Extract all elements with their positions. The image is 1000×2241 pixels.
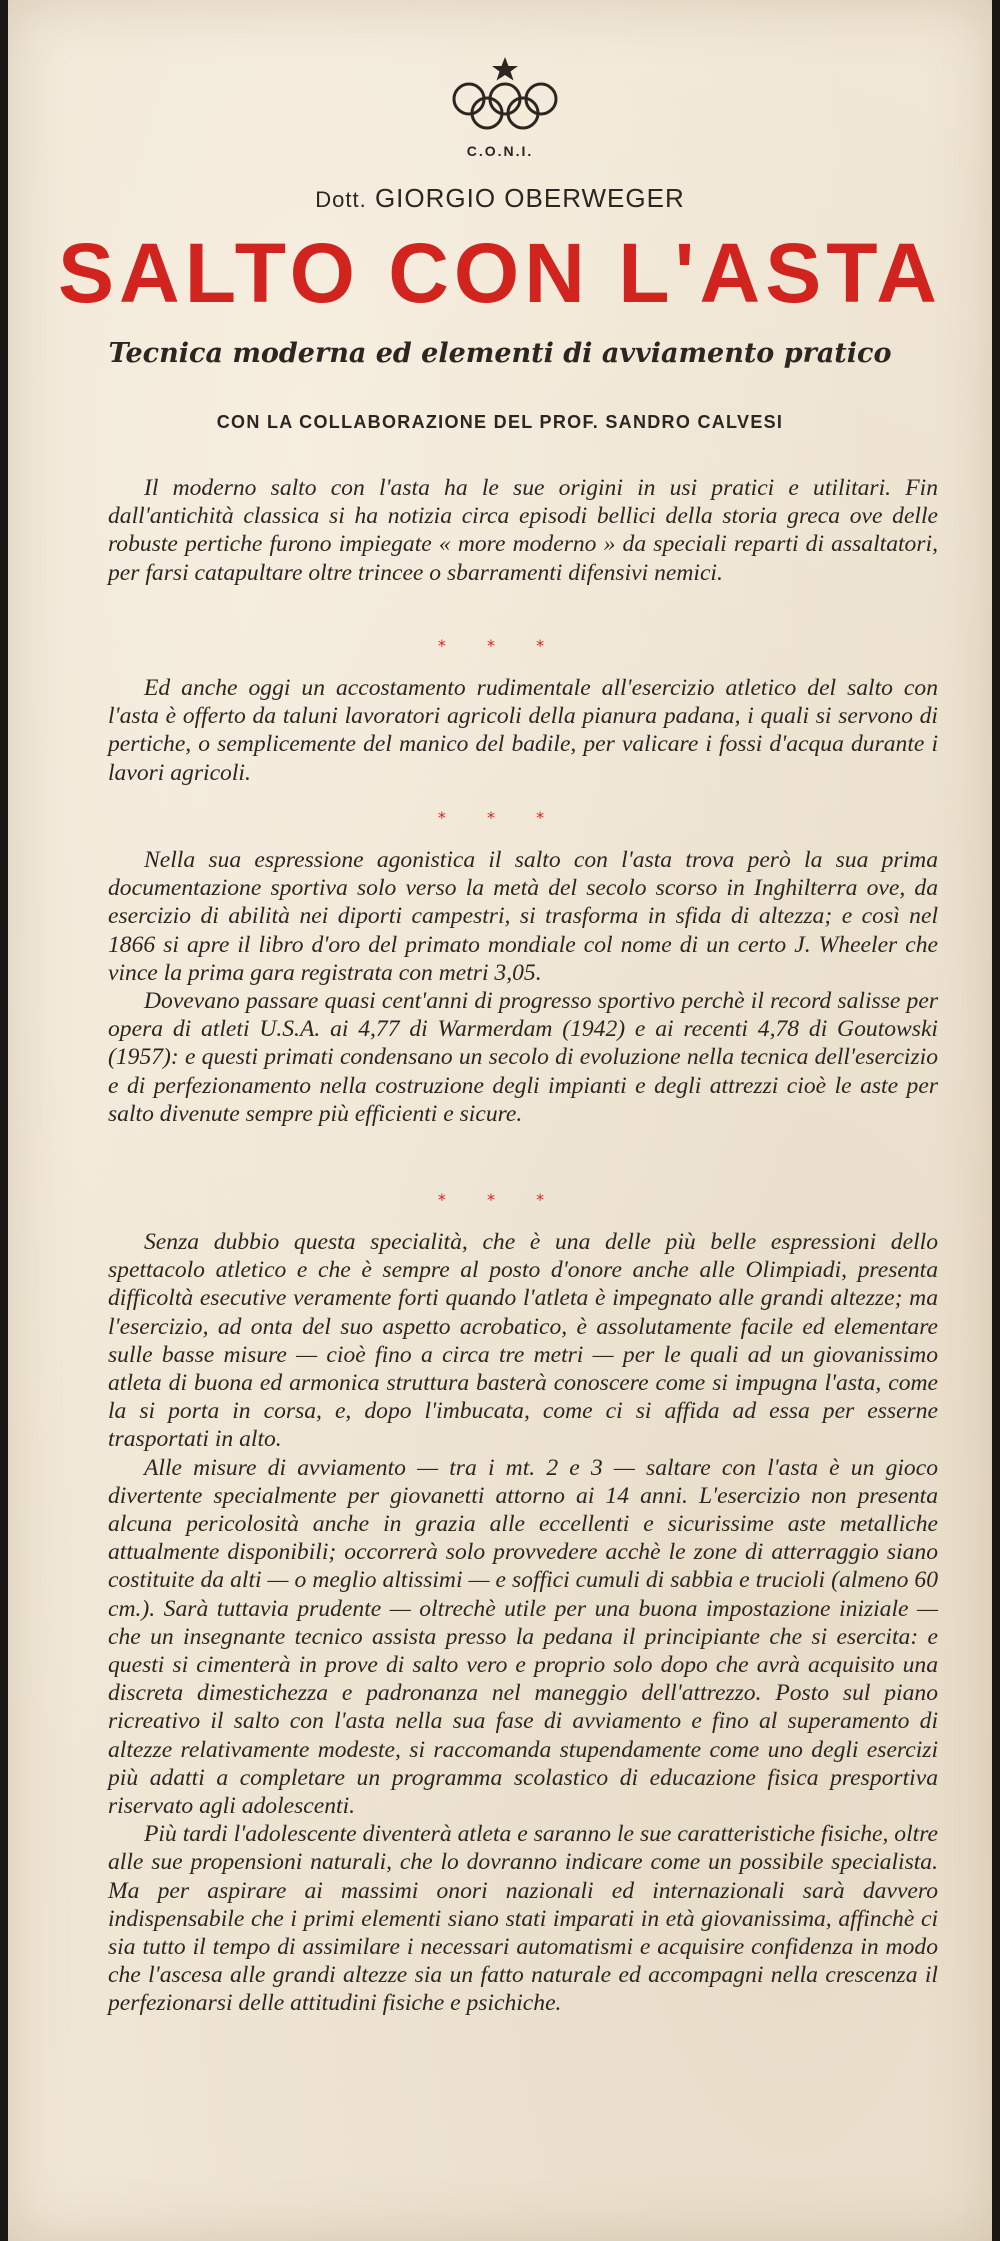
paragraph: Ed anche oggi un accostamento rudimentale all'esercizio atletico del salto con l'asta è offerto da taluni lavoratori agricoli della pianura padana, i quali si servono di pertiche, o semplicemente del manico del badile, per valicare i fossi d'acqua durante i lavori agricoli. <box>108 675 938 786</box>
paragraph: Nella sua espressione agonistica il salto con l'asta trova però la sua prima documentazione sportiva solo verso la metà del secolo scorso in Inghilterra ove, da esercizio di abilità nei diporti campestri, si trasforma in sfida di altezza; e così nel 1866 si apre il libro d'oro del primato mondiale col nome di un certo J. Wheeler che vince la prima gara registrata con metri 3,05. <box>108 847 938 986</box>
collaboration-line: CON LA COLLABORAZIONE DEL PROF. SANDRO CALVESI <box>216 412 784 432</box>
section-separator: * * * <box>437 808 563 827</box>
section-3 <box>108 846 938 1128</box>
author-name: GIORGIO OBERWEGER <box>374 183 685 213</box>
section-separator: * * * <box>437 636 563 655</box>
organization-label: C.O.N.I. <box>466 143 534 159</box>
section-4 <box>108 1228 938 2018</box>
author-prefix: Dott. <box>315 187 367 212</box>
section-2 <box>108 674 938 787</box>
section-1 <box>108 474 938 587</box>
paragraph: Più tardi l'adolescente diventerà atleta e saranno le sue caratteristiche fisiche, oltre alle sue propensioni naturali, che lo dovranno indicare come un possibile specialista. Ma per aspirare ai massimi onori nazionali ed internazionali sarà davvero indispensabile che i primi elementi siano stati imparati in età giovanissima, affinchè ci sia tutto il tempo di assimilare i necessari automatismi e acquisire confidenza in modo che l'ascesa alle grandi altezze sia un fatto naturale ed accompagni nella crescenza il perfezionarsi delle attitudini fisiche e psichiche. <box>108 1821 938 2017</box>
section-separator: * * * <box>437 1190 563 1209</box>
paragraph: Alle misure di avviamento — tra i mt. 2 e 3 — saltare con l'asta è un gioco divertente specialmente per giovanetti attorno ai 14 anni. L'esercizio non presenta alcuna pericolosità anche in grazia alle eccellenti e sicurissime aste metalliche attualmente disponibili; occorrerà solo provvedere acchè le zone di atterraggio siano costituite da alti — o meglio altissimi — e soffici cumuli di sabbia e trucioli (almeno 60 cm.). Sarà tuttavia prudente — oltrechè utile per una buona impostazione iniziale — che un insegnante tecnico assista presso la pedana il principiante che si esercita: e questi si cimenterà in prove di salto vero e proprio solo dopo che avrà acquisito una discreta dimestichezza e padronanza nel maneggio dell'attrezzo. Posto sul piano ricreativo il salto con l'asta nella sua fase di avviamento e fino al superamento di altezze relativamente modeste, si raccomanda stupendamente come uno degli esercizi più adatti a completare un programma scolastico di educazione fisica presportiva riservato agli adolescenti. <box>108 1454 938 1820</box>
document-subtitle: Tecnica moderna ed elementi di avviamento pratico <box>108 338 892 369</box>
paragraph: Il moderno salto con l'asta ha le sue origini in usi pratici e utilitari. Fin dall'antichità classica si ha notizia circa episodi bellici della storia greca ove delle robuste pertiche furono impiegate « more moderno » da speciali reparti di assaltatori, per farsi catapultare oltre trincee o sbarramenti difensivi nemici. <box>108 475 938 586</box>
paragraph: Senza dubbio questa specialità, che è una delle più belle espressioni dello spettacolo atletico e che è sempre al posto d'onore anche alle Olimpiadi, presenta difficoltà esecutive veramente forti quando l'atleta è impegnato alle grandi altezze; ma l'esercizio, ad onta del suo aspetto acrobatico, è assolutamente facile ed elementare sulle basse misure — cioè fino a circa tre metri — per le quali ad un giovanissimo atleta di buona ed armonica struttura basterà conoscere come si impugna l'asta, come la si porta in corsa, e, dopo l'imbucata, come ci si affida ad essa per esserne trasportati in alto. <box>108 1229 938 1453</box>
document-title: SALTO CON L'ASTA <box>58 226 942 320</box>
olympic-rings-star-icon <box>445 55 565 130</box>
author-line <box>8 183 992 214</box>
document-page <box>8 0 992 2241</box>
paragraph: Dovevano passare quasi cent'anni di progresso sportivo perchè il record salisse per opera di atleti U.S.A. ai 4,77 di Warmerdam (1942) e ai recenti 4,78 di Goutowski (1957): e questi primati condensano un secolo di evoluzione nella tecnica dell'esercizio e di perfezionamento nella costruzione degli impianti e degli attrezzi cioè le aste per salto divenute sempre più efficienti e sicure. <box>108 988 938 1127</box>
